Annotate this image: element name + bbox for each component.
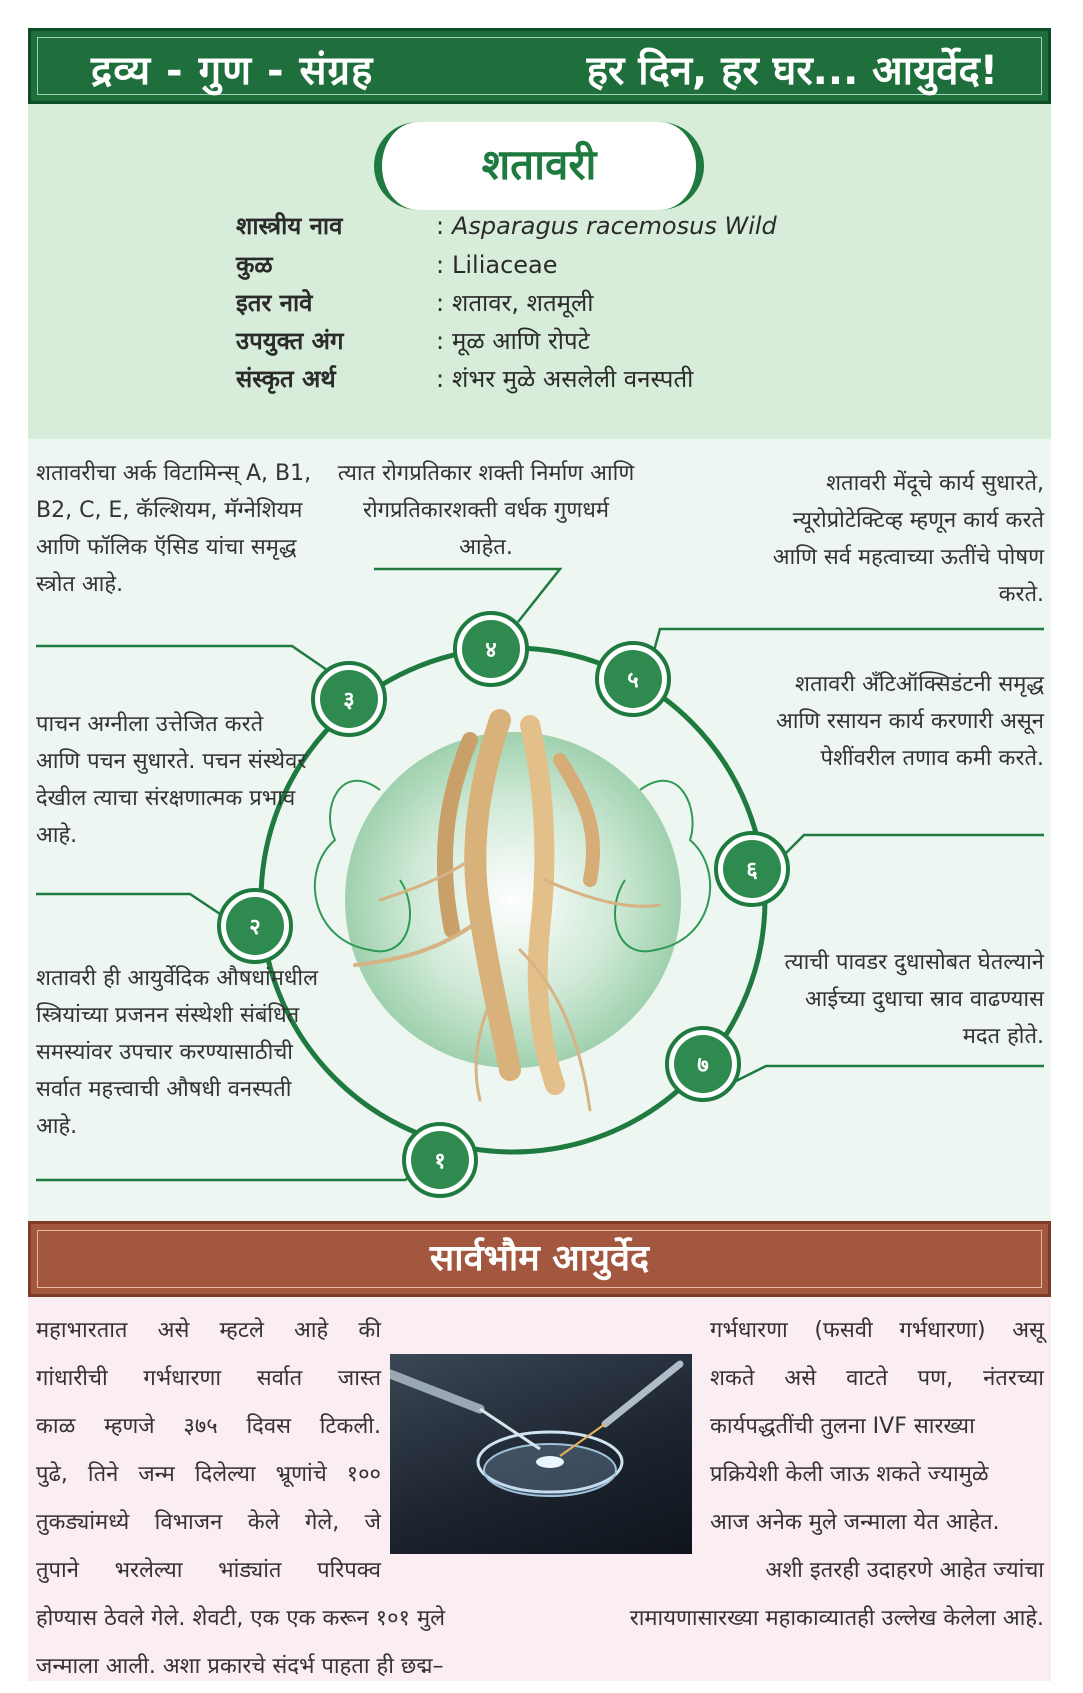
badge-number: ३ xyxy=(343,688,355,713)
badge-4 xyxy=(455,613,527,685)
article-line: आज अनेक मुले जन्माला येत आहेत. xyxy=(710,1510,1000,1535)
info-separator: : xyxy=(436,289,445,317)
article-line: महाभारतात असे म्हटले आहे की xyxy=(36,1318,381,1343)
connector-3 xyxy=(36,646,330,672)
article-line: गर्भधारणा (फसवी गर्भधारणा) असू xyxy=(710,1318,1044,1343)
connector-5 xyxy=(650,629,1044,665)
benefit-6-text: शतावरी अँटिऑक्सिडंटनी समृद्ध आणि रसायन कार्य करणारी असून पेशींवरील तणाव कमी करते. xyxy=(775,672,1044,771)
article-line: गांधारीची गर्भधारणा सर्वात जास्त xyxy=(36,1366,381,1391)
badge-7 xyxy=(667,1028,739,1100)
info-value: शतावर, शतमूली xyxy=(452,289,594,317)
ivf-petri-dish-image xyxy=(390,1354,692,1554)
article-line: कार्यपद्धतींची तुलना IVF सारख्या xyxy=(710,1414,975,1439)
article-line: जन्माला आली. अशा प्रकारचे संदर्भ पाहता ही छद्म– xyxy=(36,1654,444,1679)
article-line: होण्यास ठेवले गेले. शेवटी, एक एक करून १०१ मुले xyxy=(36,1606,446,1631)
article-line: काळ म्हणजे ३७५ दिवस टिकली. xyxy=(36,1414,381,1439)
article-line: प्रक्रियेशी केली जाऊ शकते ज्यामुळे xyxy=(710,1462,989,1487)
center-glow xyxy=(345,732,681,1068)
badge-number: ५ xyxy=(627,668,639,693)
badge-1 xyxy=(404,1124,476,1196)
connector-1 xyxy=(36,1170,420,1180)
badge-number: ७ xyxy=(697,1053,709,1078)
badge-number: ६ xyxy=(746,858,758,883)
connector-6 xyxy=(784,835,1044,855)
benefit-3-text: शतावरीचा अर्क विटामिन्स् A, B1, B2, C, E, कॅल्शियम, मॅग्नेशियम आणि फॉलिक ऍसिड यांचा समृद्ध स्त्रोत आहे. xyxy=(36,461,312,597)
benefit-1-text: शतावरी ही आयुर्वेदिक औषधांमधील स्त्रियांच्या प्रजनन संस्थेशी संबंधित समस्यांवर उपचार करण्यासाठीची सर्वात महत्त्वाची औषधी वनस्पती आहे. xyxy=(36,966,318,1139)
info-value: Liliaceae xyxy=(452,251,558,279)
section-title: सार्वभौम आयुर्वेद xyxy=(429,1238,650,1279)
article-line: अशी इतरही उदाहरणे आहेत ज्यांचा xyxy=(765,1558,1044,1583)
petri-dish-illustration xyxy=(390,1354,692,1554)
badge-2 xyxy=(219,890,291,962)
info-separator: : xyxy=(436,365,445,393)
badge-number: ४ xyxy=(485,638,497,663)
benefit-5-text: शतावरी मेंदूचे कार्य सुधारते, न्यूरोप्रोटेक्टिव्ह म्हणून कार्य करते आणि सर्व महत्वाच्या ऊतींचे पोषण करते. xyxy=(772,471,1044,607)
info-key: उपयुक्त अंग xyxy=(236,327,344,355)
article-line: रामायणासारख्या महाकाव्यातही उल्लेख केलेला आहे. xyxy=(629,1606,1044,1631)
info-key: कुळ xyxy=(236,251,273,279)
herb-name: शतावरी xyxy=(481,140,597,189)
article-line: पुढे, तिने जन्म दिलेल्या भ्रूणांचे १०० xyxy=(36,1462,381,1487)
info-value: मूळ आणि रोपटे xyxy=(452,327,590,355)
badge-number: २ xyxy=(249,915,261,940)
connector-7 xyxy=(734,1066,1044,1082)
article-line: तुपाने भरलेल्या भांड्यांत परिपक्व xyxy=(36,1558,381,1583)
badge-5 xyxy=(597,643,669,715)
section-banner xyxy=(28,1221,1051,1297)
benefit-7-text: त्याची पावडर दुधासोबत घेतल्याने आईच्या दुधाचा स्राव वाढण्यास मदत होते. xyxy=(784,950,1044,1049)
info-separator: : xyxy=(436,212,445,240)
badge-3 xyxy=(313,663,385,735)
info-separator: : xyxy=(436,251,445,279)
badge-6 xyxy=(716,833,788,905)
info-key: इतर नावे xyxy=(236,289,313,317)
header-right-title: हर दिन, हर घर... आयुर्वेद! xyxy=(586,48,998,94)
article-line: तुकड्यांमध्ये विभाजन केले गेले, जे xyxy=(36,1510,381,1535)
benefit-2-text: पाचन अग्नीला उत्तेजित करते आणि पचन सुधारते. पचन संस्थेवर देखील त्याचा संरक्षणात्मक प्रभाव आहे. xyxy=(36,712,307,848)
benefit-4-text: त्यात रोगप्रतिकार शक्ती निर्माण आणि रोगप्रतिकारशक्ती वर्धक गुणधर्म आहेत. xyxy=(337,461,635,560)
header-left-title: द्रव्य - गुण - संग्रह xyxy=(91,48,374,94)
info-separator: : xyxy=(436,327,445,355)
info-value: शंभर मुळे असलेली वनस्पती xyxy=(452,365,694,393)
info-key: संस्कृत अर्थ xyxy=(236,365,336,393)
article-line: शकते असे वाटते पण, नंतरच्या xyxy=(710,1366,1044,1391)
info-value: Asparagus racemosus Wild xyxy=(452,212,777,240)
connector-2 xyxy=(36,894,226,918)
badge-number: १ xyxy=(434,1149,446,1174)
connector-4 xyxy=(374,569,560,622)
info-key: शास्त्रीय नाव xyxy=(236,212,343,240)
